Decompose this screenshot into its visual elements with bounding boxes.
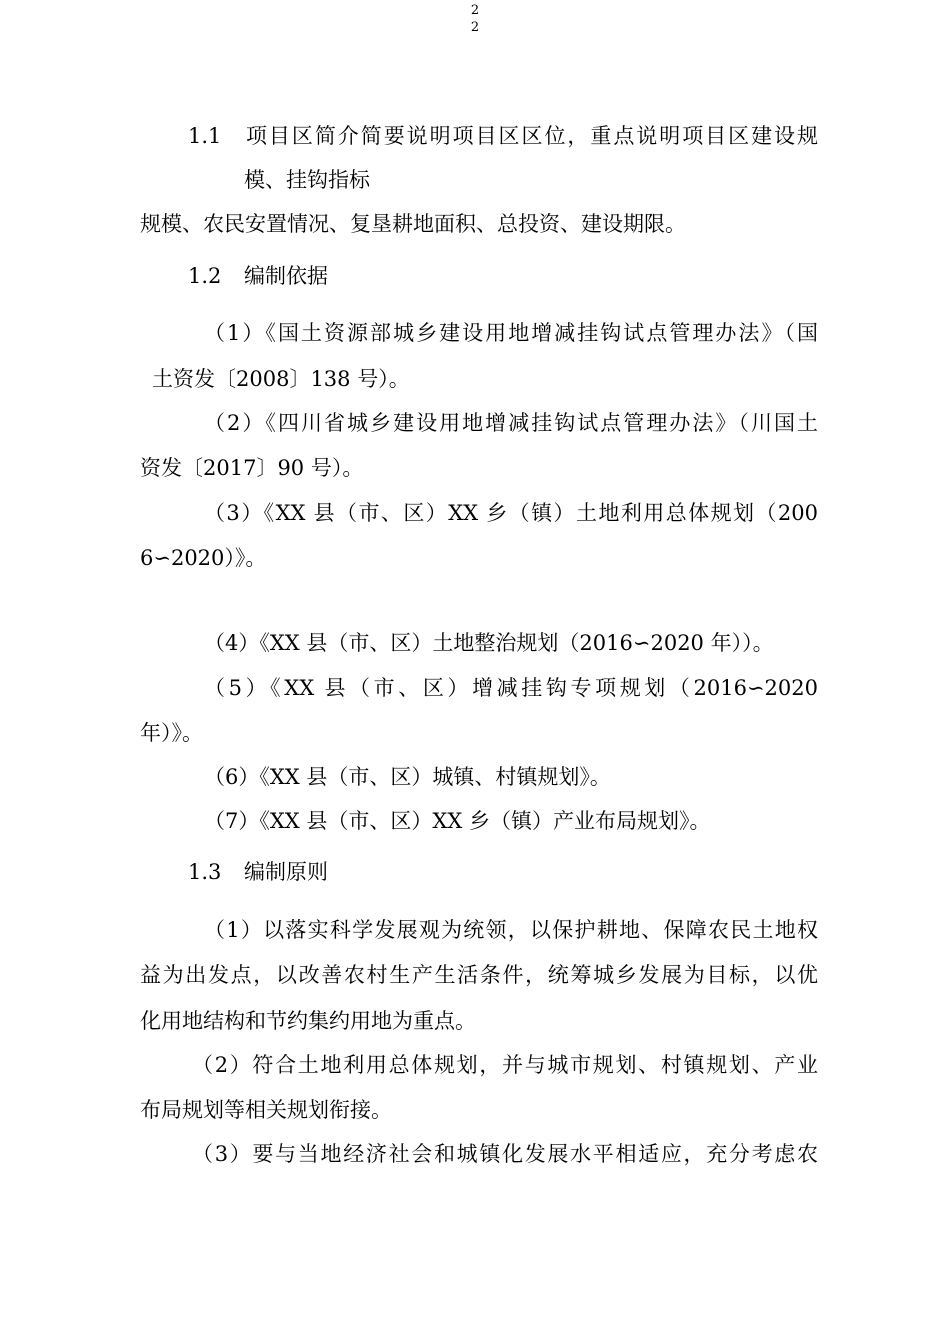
basis-item-4: （4）《XX 县（市、区）土地整治规划（2016∽2020 年））。 xyxy=(204,631,774,655)
principle-2-line2: 布局规划等相关规划衔接。 xyxy=(140,1098,392,1122)
page-number-bottom: 2 xyxy=(470,20,480,35)
basis-item-2-line2: 资发〔2017〕90 号）。 xyxy=(140,456,364,480)
principle-1-line2: 益为出发点，以改善农村生产生活条件，统筹城乡发展为目标，以优 xyxy=(140,963,818,987)
principle-1-line1: （1）以落实科学发展观为统领，以保护耕地、保障农民土地权 xyxy=(204,918,818,942)
section-title: 编制依据 xyxy=(244,264,328,288)
section-1-3-heading xyxy=(188,857,328,887)
basis-item-1-line2: 土资发〔2008〕138 号）。 xyxy=(152,367,410,391)
section-number: 1.1 xyxy=(188,124,222,148)
section-1-1-body: 规模、农民安置情况、复垦耕地面积、总投资、建设期限。 xyxy=(140,212,686,236)
section-title: 编制原则 xyxy=(244,860,328,884)
page-number-top: 2 xyxy=(470,3,480,18)
basis-item-6: （6）《XX 县（市、区）城镇、村镇规划》。 xyxy=(204,765,611,789)
basis-item-2-line1: （2）《四川省城乡建设用地增减挂钩试点管理办法》（川国土 xyxy=(204,411,818,435)
basis-item-1-line1: （1）《国土资源部城乡建设用地增减挂钩试点管理办法》（国 xyxy=(204,321,818,345)
section-1-1-heading-line1 xyxy=(188,121,818,151)
basis-item-3-line2: 6∽2020）》。 xyxy=(140,546,267,570)
section-title: 项目区简介简要说明项目区区位，重点说明项目区建设规 xyxy=(244,124,818,148)
principle-3-line1: （3）要与当地经济社会和城镇化发展水平相适应，充分考虑农 xyxy=(192,1142,818,1166)
principle-1-line3: 化用地结构和节约集约用地为重点。 xyxy=(140,1009,476,1033)
basis-item-5-line1: （5）《XX 县（市、区）增减挂钩专项规划（2016∽2020 xyxy=(204,676,818,700)
section-number: 1.2 xyxy=(188,264,222,288)
principle-2-line1: （2）符合土地利用总体规划，并与城市规划、村镇规划、产业 xyxy=(192,1053,818,1077)
section-number: 1.3 xyxy=(188,860,222,884)
basis-item-5-line2: 年）》。 xyxy=(140,721,203,745)
section-1-1-heading-line2 xyxy=(188,165,370,195)
basis-item-3-line1: （3）《XX 县（市、区）XX 乡（镇）土地利用总体规划（200 xyxy=(204,501,818,525)
section-1-2-heading xyxy=(188,261,328,291)
section-title-cont: 模、挂钩指标 xyxy=(244,168,370,192)
basis-item-7: （7）《XX 县（市、区）XX 乡（镇）产业布局规划》。 xyxy=(204,809,711,833)
